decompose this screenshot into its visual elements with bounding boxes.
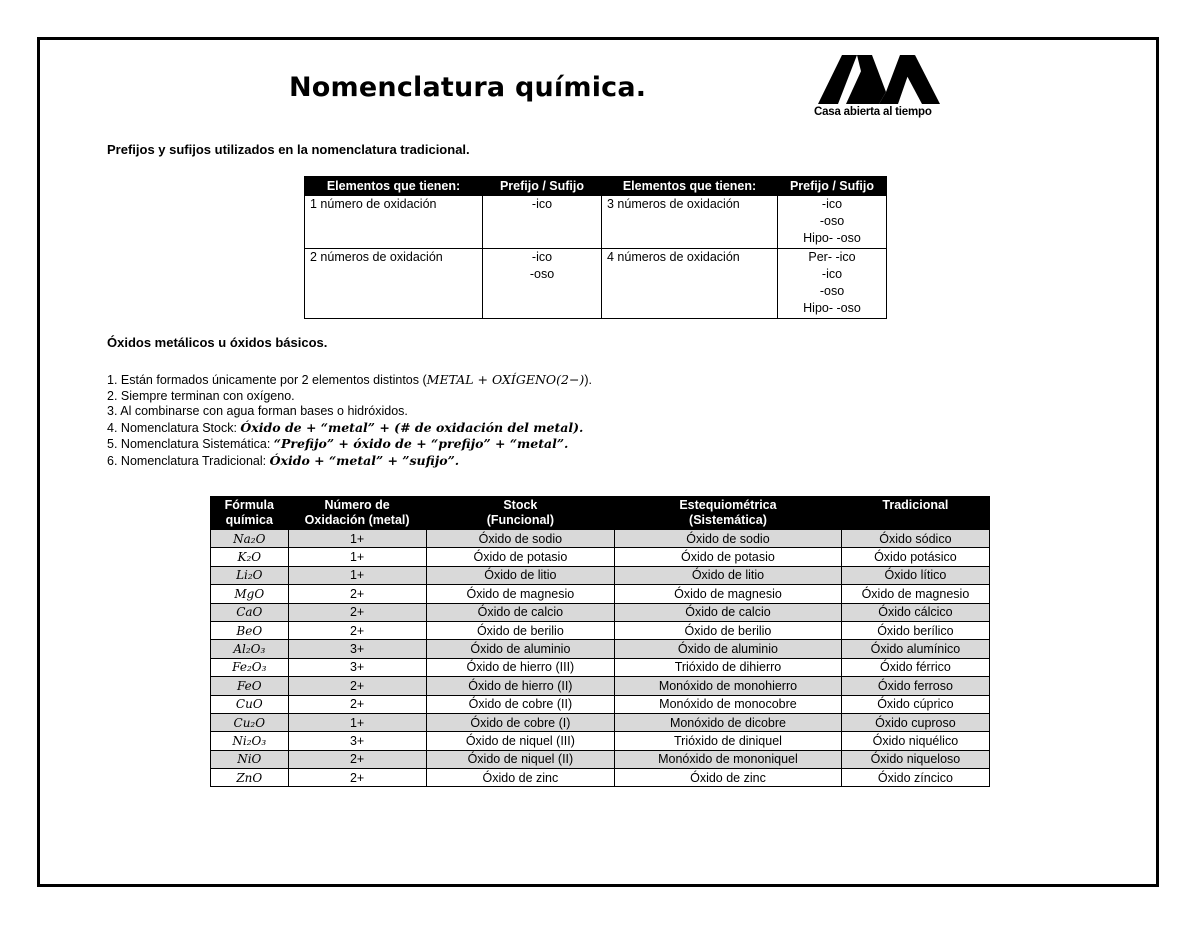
table-cell-trad: Óxido sódico bbox=[841, 530, 989, 548]
table-cell-stock: Óxido de niquel (III) bbox=[426, 732, 614, 750]
table-row bbox=[211, 621, 990, 639]
table-row bbox=[211, 603, 990, 621]
table-cell-stock: Óxido de zinc bbox=[426, 769, 614, 787]
table-cell-formula: ZnO bbox=[211, 769, 289, 787]
table-row bbox=[211, 530, 990, 548]
table-cell: 1 número de oxidación bbox=[305, 196, 483, 249]
item-text: Están formados únicamente por 2 elementos distintos ( bbox=[120, 373, 427, 387]
suffix-line: Hipo- -oso bbox=[803, 231, 861, 245]
table-cell-sist: Óxido de sodio bbox=[615, 530, 842, 548]
table-cell-trad: Óxido niquélico bbox=[841, 732, 989, 750]
table-cell-stock: Óxido de hierro (III) bbox=[426, 658, 614, 676]
table-cell-trad: Óxido cuproso bbox=[841, 713, 989, 731]
column-header: Stock (Funcional) bbox=[426, 497, 614, 530]
table-cell-sist: Trióxido de diniquel bbox=[615, 732, 842, 750]
column-header: Número de Oxidación (metal) bbox=[288, 497, 426, 530]
table-row bbox=[211, 658, 990, 676]
item-text: Nomenclatura Tradicional: bbox=[120, 453, 270, 468]
table-cell bbox=[778, 249, 887, 319]
list-item bbox=[107, 372, 592, 389]
table-cell-formula: Na₂O bbox=[211, 530, 289, 548]
table-cell-sist: Óxido de litio bbox=[615, 566, 842, 584]
table-cell-sist: Óxido de aluminio bbox=[615, 640, 842, 658]
uam-logo-icon bbox=[818, 52, 940, 104]
table-header-row bbox=[211, 497, 990, 530]
logo bbox=[808, 52, 948, 122]
suffix-line: -ico bbox=[531, 250, 553, 264]
table-cell-stock: Óxido de potasio bbox=[426, 548, 614, 566]
table-cell-stock: Óxido de litio bbox=[426, 566, 614, 584]
table-cell-ox: 2+ bbox=[288, 585, 426, 603]
table-row bbox=[211, 713, 990, 731]
column-header: Prefijo / Sufijo bbox=[483, 177, 602, 196]
suffix-line: -oso bbox=[529, 267, 555, 281]
table-cell-formula: Fe₂O₃ bbox=[211, 658, 289, 676]
item-text: Nomenclatura Stock: bbox=[120, 420, 241, 435]
table-row bbox=[211, 677, 990, 695]
suffix-line: -ico bbox=[531, 197, 553, 211]
table-cell-formula: Li₂O bbox=[211, 566, 289, 584]
item-text: Nomenclatura Sistemática: bbox=[120, 437, 274, 452]
table-cell-sist: Óxido de potasio bbox=[615, 548, 842, 566]
table-cell-formula: Cu₂O bbox=[211, 713, 289, 731]
table-cell-sist: Óxido de zinc bbox=[615, 769, 842, 787]
table-cell-ox: 1+ bbox=[288, 713, 426, 731]
table-row bbox=[211, 640, 990, 658]
item-number: 1. bbox=[107, 373, 118, 387]
column-header: Elementos que tienen: bbox=[305, 177, 483, 196]
table-cell-trad: Óxido de magnesio bbox=[841, 585, 989, 603]
item-formula: Óxido + “metal” + ”sufijo”. bbox=[269, 452, 460, 468]
item-text: Al combinarse con agua forman bases o hidróxidos. bbox=[120, 404, 408, 419]
table-cell-trad: Óxido zíncico bbox=[841, 769, 989, 787]
table-cell bbox=[483, 249, 602, 319]
table-cell-formula: Al₂O₃ bbox=[211, 640, 289, 658]
table-cell-ox: 3+ bbox=[288, 732, 426, 750]
table-cell-stock: Óxido de sodio bbox=[426, 530, 614, 548]
section-heading-oxides: Óxidos metálicos u óxidos básicos. bbox=[107, 335, 328, 350]
column-header: Prefijo / Sufijo bbox=[778, 177, 887, 196]
table-cell-trad: Óxido potásico bbox=[841, 548, 989, 566]
table-row bbox=[211, 750, 990, 768]
table-cell-sist: Monóxido de dicobre bbox=[615, 713, 842, 731]
prefix-suffix-table bbox=[304, 176, 887, 319]
table-cell bbox=[483, 196, 602, 249]
table-cell-stock: Óxido de magnesio bbox=[426, 585, 614, 603]
table-cell-formula: FeO bbox=[211, 677, 289, 695]
table-cell-sist: Óxido de berilio bbox=[615, 621, 842, 639]
table-cell-formula: Ni₂O₃ bbox=[211, 732, 289, 750]
table-cell-sist: Monóxido de monocobre bbox=[615, 695, 842, 713]
item-text: Siempre terminan con oxígeno. bbox=[120, 388, 295, 403]
list-item bbox=[107, 420, 592, 437]
table-cell-stock: Óxido de hierro (II) bbox=[426, 677, 614, 695]
table-cell-stock: Óxido de niquel (II) bbox=[426, 750, 614, 768]
table-row bbox=[211, 732, 990, 750]
column-header: Fórmula química bbox=[211, 497, 289, 530]
table-cell-trad: Óxido cúprico bbox=[841, 695, 989, 713]
table-cell bbox=[778, 196, 887, 249]
table-cell-sist: Monóxido de mononiquel bbox=[615, 750, 842, 768]
table-cell-formula: CaO bbox=[211, 603, 289, 621]
suffix-line: -ico bbox=[821, 267, 843, 281]
table-cell-formula: BeO bbox=[211, 621, 289, 639]
table-cell-stock: Óxido de calcio bbox=[426, 603, 614, 621]
suffix-line: -ico bbox=[821, 197, 843, 211]
list-item bbox=[107, 436, 592, 453]
table-header-row bbox=[305, 177, 887, 196]
column-header: Estequiométrica (Sistemática) bbox=[615, 497, 842, 530]
table-row bbox=[305, 249, 887, 319]
item-number: 5. bbox=[107, 437, 118, 452]
table-cell-ox: 2+ bbox=[288, 621, 426, 639]
table-cell-formula: NiO bbox=[211, 750, 289, 768]
table-body bbox=[211, 530, 990, 787]
table-cell-sist: Óxido de calcio bbox=[615, 603, 842, 621]
suffix-line: -oso bbox=[819, 214, 845, 228]
table-cell-sist: Monóxido de monohierro bbox=[615, 677, 842, 695]
suffix-line: -oso bbox=[819, 284, 845, 298]
suffix-line: Per- -ico bbox=[808, 250, 856, 264]
table-cell-stock: Óxido de cobre (II) bbox=[426, 695, 614, 713]
table-cell: 4 números de oxidación bbox=[602, 249, 778, 319]
list-item bbox=[107, 389, 592, 405]
item-math: METAL + OXÍGENO(2−) bbox=[426, 372, 585, 387]
table-cell-ox: 3+ bbox=[288, 640, 426, 658]
table-cell-stock: Óxido de cobre (I) bbox=[426, 713, 614, 731]
table-cell-formula: MgO bbox=[211, 585, 289, 603]
rules-list bbox=[107, 372, 592, 470]
table-cell-ox: 2+ bbox=[288, 677, 426, 695]
item-formula: “Prefijo” + óxido de + “prefijo” + “metal”. bbox=[273, 436, 569, 452]
table-cell-ox: 1+ bbox=[288, 566, 426, 584]
table-cell-trad: Óxido berílico bbox=[841, 621, 989, 639]
column-header: Elementos que tienen: bbox=[602, 177, 778, 196]
table-row bbox=[211, 548, 990, 566]
table-cell-trad: Óxido niqueloso bbox=[841, 750, 989, 768]
table-row bbox=[211, 695, 990, 713]
table-row bbox=[211, 566, 990, 584]
table-cell-stock: Óxido de aluminio bbox=[426, 640, 614, 658]
table-cell-ox: 1+ bbox=[288, 530, 426, 548]
table-cell-trad: Óxido férrico bbox=[841, 658, 989, 676]
table-cell-formula: K₂O bbox=[211, 548, 289, 566]
item-number: 2. bbox=[107, 388, 118, 403]
table-cell-stock: Óxido de berilio bbox=[426, 621, 614, 639]
table-cell-ox: 2+ bbox=[288, 695, 426, 713]
list-item bbox=[107, 404, 592, 420]
table-cell-trad: Óxido ferroso bbox=[841, 677, 989, 695]
item-number: 4. bbox=[107, 420, 118, 435]
suffix-line: Hipo- -oso bbox=[803, 301, 861, 315]
table-cell-formula: CuO bbox=[211, 695, 289, 713]
table-cell-ox: 1+ bbox=[288, 548, 426, 566]
item-number: 6. bbox=[107, 453, 118, 468]
logo-text: Casa abierta al tiempo bbox=[814, 106, 932, 118]
table-row bbox=[305, 196, 887, 249]
table-cell: 3 números de oxidación bbox=[602, 196, 778, 249]
item-formula: Óxido de + “metal” + (# de oxidación del metal). bbox=[240, 419, 584, 435]
table-cell-ox: 3+ bbox=[288, 658, 426, 676]
column-header: Tradicional bbox=[841, 497, 989, 530]
table-cell-trad: Óxido alumínico bbox=[841, 640, 989, 658]
table-cell-ox: 2+ bbox=[288, 750, 426, 768]
table-cell-sist: Óxido de magnesio bbox=[615, 585, 842, 603]
item-number: 3. bbox=[107, 404, 118, 419]
table-cell-ox: 2+ bbox=[288, 603, 426, 621]
section-heading-prefixes: Prefijos y sufijos utilizados en la nomenclatura tradicional. bbox=[107, 142, 470, 157]
table-cell: 2 números de oxidación bbox=[305, 249, 483, 319]
table-cell-ox: 2+ bbox=[288, 769, 426, 787]
oxides-table bbox=[210, 496, 990, 787]
table-row bbox=[211, 769, 990, 787]
table-cell-trad: Óxido lítico bbox=[841, 566, 989, 584]
list-item bbox=[107, 453, 592, 470]
table-cell-sist: Trióxido de dihierro bbox=[615, 658, 842, 676]
item-tail: ). bbox=[584, 373, 592, 387]
table-cell-trad: Óxido cálcico bbox=[841, 603, 989, 621]
table-row bbox=[211, 585, 990, 603]
page-title: Nomenclatura química. bbox=[289, 72, 647, 103]
